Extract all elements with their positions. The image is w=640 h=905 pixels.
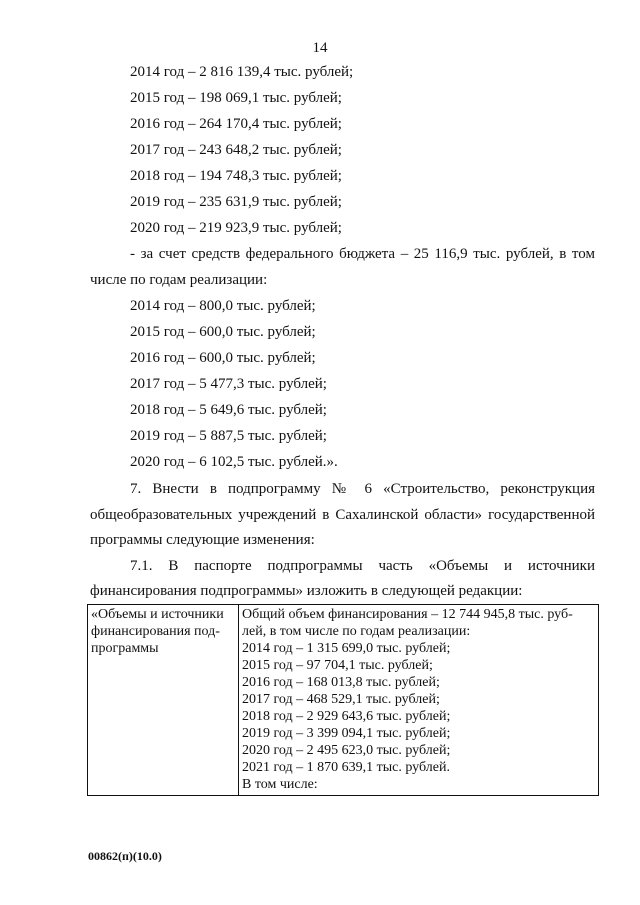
- regional-year-2020: 2020 год – 219 923,9 тыс. рублей;: [130, 220, 342, 236]
- value-line: 2019 год – 3 399 094,1 тыс. рублей;: [242, 726, 451, 741]
- item-7-line-2: общеобразовательных учреждений в Сахалинской области» государственной: [90, 507, 595, 523]
- financing-passport-table: [87, 604, 599, 796]
- financing-value-cell: [239, 605, 599, 796]
- item-7-1-line-2: финансирования подпрограммы» изложить в следующей редакции:: [90, 583, 523, 599]
- value-line: 2017 год – 468 529,1 тыс. рублей;: [242, 692, 440, 707]
- value-line: 2020 год – 2 495 623,0 тыс. рублей;: [242, 743, 451, 758]
- item-7-line-3: программы следующие изменения:: [90, 532, 315, 548]
- value-line: 2021 год – 1 870 639,1 тыс. рублей.: [242, 760, 450, 775]
- regional-year-2016: 2016 год – 264 170,4 тыс. рублей;: [130, 116, 342, 132]
- federal-year-2014: 2014 год – 800,0 тыс. рублей;: [130, 298, 316, 314]
- federal-year-2016: 2016 год – 600,0 тыс. рублей;: [130, 350, 316, 366]
- value-line: 2016 год – 168 013,8 тыс. рублей;: [242, 675, 440, 690]
- value-line: 2014 год – 1 315 699,0 тыс. рублей;: [242, 641, 451, 656]
- federal-budget-line-cont: числе по годам реализации:: [90, 272, 268, 288]
- table-row: [88, 605, 599, 796]
- value-line: лей, в том числе по годам реализации:: [242, 624, 471, 639]
- regional-year-2014: 2014 год – 2 816 139,4 тыс. рублей;: [130, 64, 354, 80]
- federal-year-2020: 2020 год – 6 102,5 тыс. рублей.».: [130, 454, 338, 470]
- item-7-line-1: 7. Внести в подпрограмму № 6 «Строительство, реконструкция: [130, 481, 595, 497]
- label-line: программы: [91, 641, 159, 656]
- value-line: 2018 год – 2 929 643,6 тыс. рублей;: [242, 709, 451, 724]
- value-line: В том числе:: [242, 777, 318, 792]
- value-line: Общий объем финансирования – 12 744 945,8 тыс. руб-: [242, 607, 573, 622]
- page-number: 14: [312, 40, 328, 56]
- federal-year-2017: 2017 год – 5 477,3 тыс. рублей;: [130, 376, 327, 392]
- regional-year-2018: 2018 год – 194 748,3 тыс. рублей;: [130, 168, 342, 184]
- federal-year-2015: 2015 год – 600,0 тыс. рублей;: [130, 324, 316, 340]
- federal-budget-line: - за счет средств федерального бюджета – 25 116,9 тыс. рублей, в том: [130, 246, 595, 262]
- item-7-1-line-1: 7.1. В паспорте подпрограммы часть «Объемы и источники: [130, 558, 595, 574]
- label-line: «Объемы и источники: [91, 607, 224, 622]
- document-code: 00862(п)(10.0): [88, 849, 162, 863]
- label-line: финансирования под-: [91, 624, 220, 639]
- regional-year-2019: 2019 год – 235 631,9 тыс. рублей;: [130, 194, 342, 210]
- financing-label-cell: [88, 605, 239, 796]
- federal-year-2018: 2018 год – 5 649,6 тыс. рублей;: [130, 402, 327, 418]
- regional-year-2017: 2017 год – 243 648,2 тыс. рублей;: [130, 142, 342, 158]
- regional-year-2015: 2015 год – 198 069,1 тыс. рублей;: [130, 90, 342, 106]
- value-line: 2015 год – 97 704,1 тыс. рублей;: [242, 658, 433, 673]
- federal-year-2019: 2019 год – 5 887,5 тыс. рублей;: [130, 428, 327, 444]
